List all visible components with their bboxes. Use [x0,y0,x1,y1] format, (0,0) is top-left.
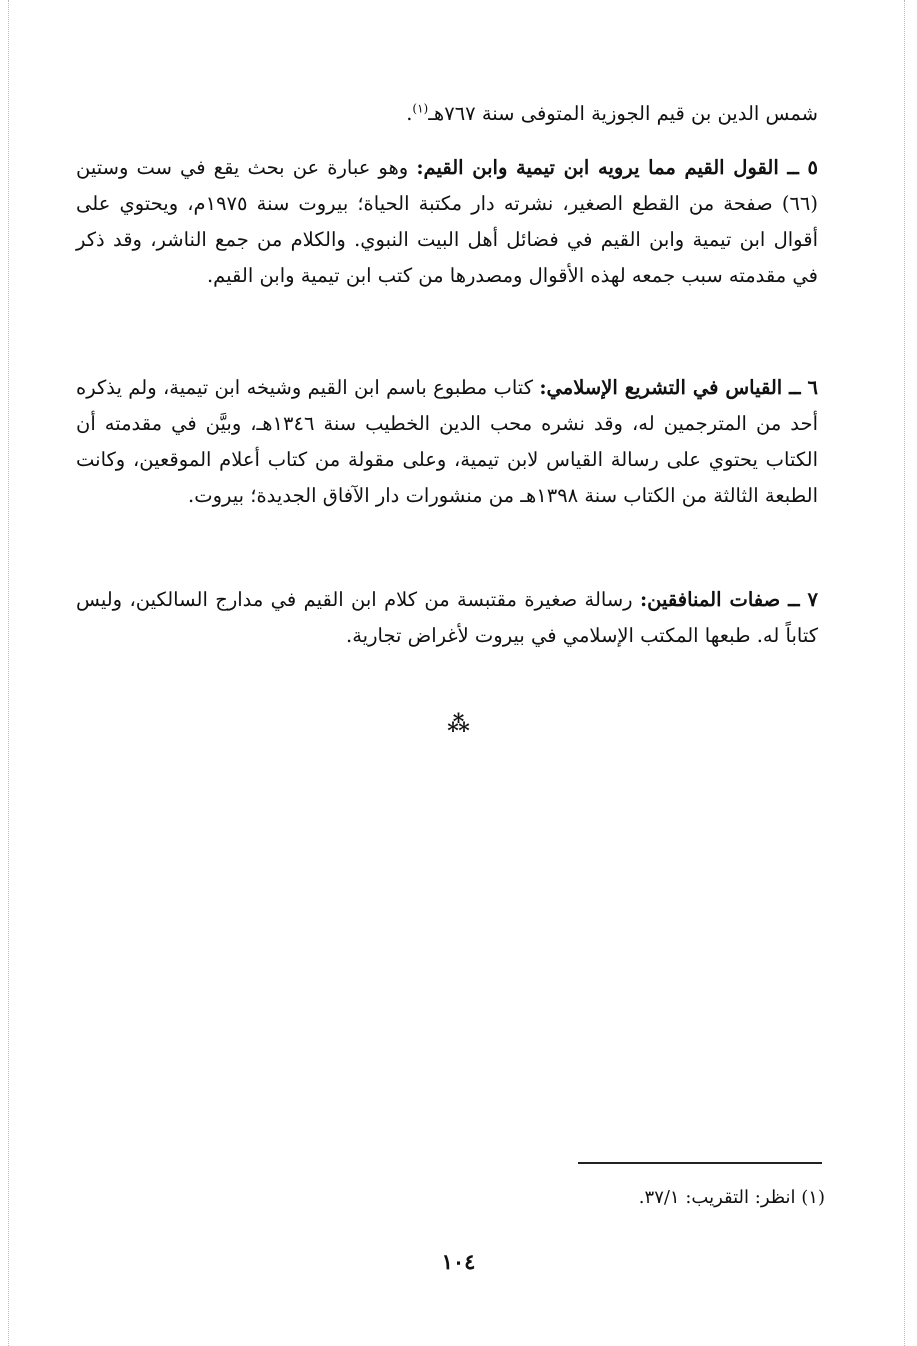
item-7-body: رسالة صغيرة مقتبسة من كلام ابن القيم في مدارج السالكين، وليس كتاباً له. طبعها المكتب الإسلامي في بيروت لأغراض تجارية. [76,588,818,647]
item-5-heading: ٥ ــ القول القيم مما يرويه ابن تيمية وابن القيم: [416,156,819,179]
item-6-body: كتاب مطبوع باسم ابن القيم وشيخه ابن تيمية، ولم يذكره أحد من المترجمين له، وقد نشره محب الدين الخطيب سنة ١٣٤٦هـ، وبيَّن في مقدمته أن الكتاب يحتوي على رسالة القياس لابن تيمية، وعلى مقولة من كتاب أعلام الموقعين، وكانت الطبعة الثالثة من الكتاب سنة ١٣٩٨هـ من منشورات دار الآفاق الجديدة؛ بيروت. [76,376,818,507]
item-7-heading: ٧ ــ صفات المنافقين: [639,588,818,611]
footnote-marker: (١) [801,1187,825,1208]
intro-text: شمس الدين بن قيم الجوزية المتوفى سنة ٧٦٧هـ [428,102,818,125]
intro-end: . [406,102,413,125]
footnote [420,1183,825,1213]
scan-right-edge [904,0,905,1346]
paragraph-item-6 [76,370,818,514]
paragraph-item-5 [76,150,818,294]
paragraph-item-7 [76,582,818,654]
footnote-reference[interactable]: (١) [412,101,429,116]
footnote-divider [578,1162,822,1164]
item-5-body: وهو عبارة عن بحث يقع في ست وستين (٦٦) صفحة من القطع الصغير، نشرته دار مكتبة الحياة؛ بيروت سنة ١٩٧٥م، ويحتوي على أقوال ابن تيمية وابن القيم في فضائل أهل البيت النبوي. والكلام من جمع الناشر، وقد ذكر في مقدمته سبب جمعه لهذه الأقوال ومصدرها من كتب ابن تيمية وابن القيم. [76,156,818,287]
page-number: ١٠٤ [441,1249,476,1274]
section-separator: ⁂ [447,711,470,737]
item-6-heading: ٦ ــ القياس في التشريع الإسلامي: [539,376,819,399]
footnote-text: انظر: التقريب: ٣٧/١. [638,1187,796,1208]
scan-left-edge [8,0,9,1346]
paragraph-intro [76,96,818,132]
